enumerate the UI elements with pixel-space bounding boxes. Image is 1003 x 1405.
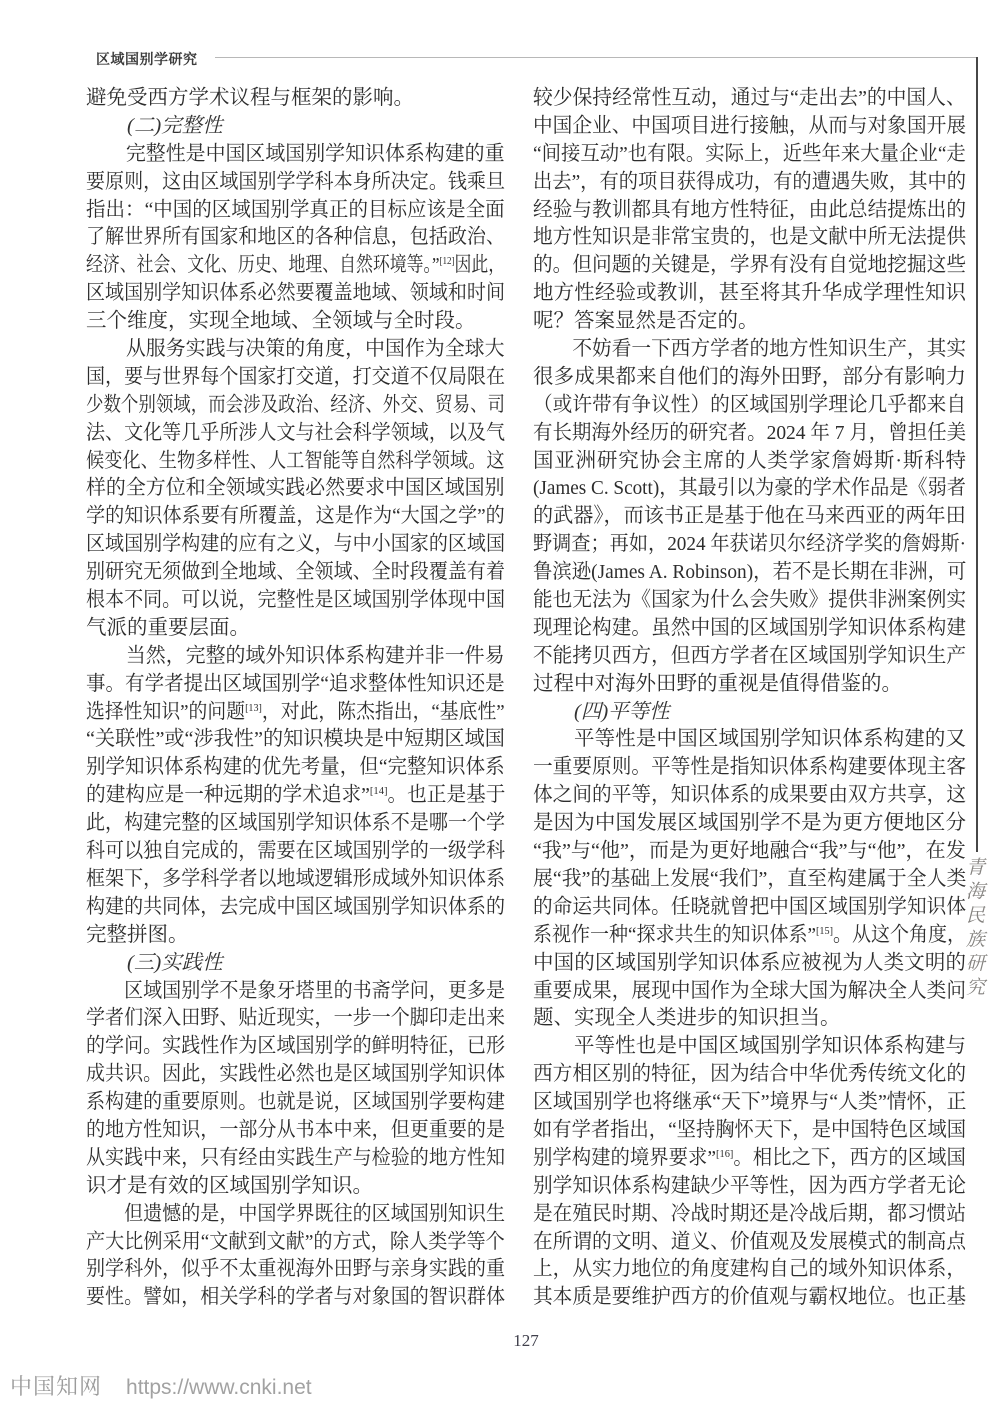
footnote-ref: [15] bbox=[815, 924, 833, 937]
body-text-line: 野调查；再如，2024 年获诺贝尔经济学奖的詹姆斯· bbox=[533, 533, 966, 556]
right-column bbox=[533, 85, 966, 1312]
journal-vertical-title: 青海民族研究 bbox=[963, 857, 984, 1001]
watermark-url: https://www.cnki.net bbox=[126, 1376, 312, 1399]
body-text-line: 别研究无须做到全地域、全领域、全时段覆盖有着 bbox=[86, 561, 505, 584]
body-text-line: 气派的重要层面。 bbox=[86, 616, 250, 639]
body-text-line: 鲁滨逊(James A. Robinson)，若不是长期在非洲，可 bbox=[533, 561, 967, 584]
body-text-line: 别学知识体系构建缺少平等性，因为西方学者无论 bbox=[533, 1174, 966, 1197]
body-text-line: 区域国别学构建的应有之义，与中小国家的区域国 bbox=[86, 533, 505, 556]
body-text-line: 经济、社会、文化、历史、地理、自然环境等。”[12]因此， bbox=[86, 254, 506, 277]
body-text-line: “我”与“他”，而是为更好地融合“我”与“他”，在发 bbox=[533, 840, 966, 863]
body-text-line: (James C. Scott)，其最引以为豪的学术作品是《弱者 bbox=[533, 477, 966, 500]
body-text-line: 学的知识体系要有所覆盖，这是作为“大国之学”的 bbox=[86, 505, 505, 528]
body-text-line: 框架下，多学科学者以地域逻辑形成域外知识体系 bbox=[86, 867, 505, 890]
body-text-line: 此，构建完整的区域国别学知识体系不是哪一个学 bbox=[86, 812, 505, 835]
body-text-line: 能也无法为《国家为什么会失败》提供非洲案例实 bbox=[533, 589, 966, 612]
body-text-line: 完整拼图。 bbox=[86, 923, 189, 946]
body-text-line: 系构建的重要原则。也就是说，区域国别学要构建 bbox=[86, 1091, 505, 1114]
body-text-line: “间接互动”也有限。实际上，近些年来大量企业“走 bbox=[533, 142, 966, 165]
body-text-line: 展“我”的基础上发展“我们”，直至构建属于全人类 bbox=[533, 867, 967, 890]
section-heading-line: (三)实践性 bbox=[127, 951, 223, 974]
body-text-line: 题、实现全人类进步的知识担当。 bbox=[533, 1007, 841, 1030]
body-text-line: 的地方性知识，一部分从书本中来，但更重要的是 bbox=[86, 1118, 505, 1141]
body-text-line: 较少保持经常性互动，通过与“走出去”的中国人、 bbox=[533, 87, 966, 109]
body-text-line: 要性。譬如，相关学科的学者与对象国的智识群体 bbox=[86, 1286, 505, 1309]
body-text-line: 从实践中来，只有经由实践生产与检验的地方性知 bbox=[86, 1146, 505, 1169]
body-text-line: 的。但问题的关键是，学界有没有自觉地挖掘这些 bbox=[533, 254, 966, 277]
body-text-line: 是因为中国发展区域国别学不是为更方便地区分 bbox=[533, 812, 966, 835]
body-text-line: 当然，完整的域外知识体系构建并非一件易 bbox=[125, 644, 505, 667]
body-text-line: 呢？答案显然是否定的。 bbox=[533, 310, 759, 333]
section-heading-line: (四)平等性 bbox=[574, 700, 670, 723]
page-number: 127 bbox=[513, 1331, 539, 1350]
footnote-ref: [16] bbox=[716, 1147, 734, 1160]
body-text-line: 国亚洲研究协会主席的人类学家詹姆斯·斯科特 bbox=[533, 449, 966, 472]
body-text-line: 别学科外，似乎不太重视海外田野与亲身实践的重 bbox=[86, 1258, 505, 1281]
footnote-ref: [12] bbox=[439, 255, 455, 268]
body-text-line: 有长期海外经历的研究者。2024 年 7 月，曾担任美 bbox=[533, 421, 967, 444]
body-text-line: 经验与教训都具有地方性特征，由此总结提炼出的 bbox=[533, 198, 966, 221]
body-text-line: 从服务实践与决策的角度，中国作为全球大 bbox=[125, 338, 505, 361]
body-text-line: 的武器》，而该书正是基于他在马来西亚的两年田 bbox=[533, 505, 966, 528]
body-text-line: 别学构建的境界要求”[16]。相比之下，西方的区域国 bbox=[533, 1146, 966, 1169]
body-text-line: 识才是有效的区域国别学知识。 bbox=[86, 1174, 373, 1197]
running-header-section-title: 区域国别学研究 bbox=[96, 51, 198, 67]
body-text-line: 平等性也是中国区域国别学知识体系构建与 bbox=[574, 1035, 966, 1058]
body-text-line: 产大比例采用“文献到文献”的方式，除人类学等个 bbox=[86, 1230, 505, 1253]
body-text-line: “关联性”或“涉我性”的知识模块是中短期区域国 bbox=[86, 728, 505, 751]
left-column bbox=[86, 85, 505, 1312]
body-text-line: 地方性经验或教训，甚至将其升华成学理性知识 bbox=[533, 282, 966, 305]
body-text-line: 平等性是中国区域国别学知识体系构建的又 bbox=[574, 728, 966, 751]
body-text-line: 是在殖民时期、冷战时期还是冷战后期，都习惯站 bbox=[533, 1202, 966, 1225]
footnote-ref: [14] bbox=[369, 785, 388, 798]
section-heading-line: (二)完整性 bbox=[127, 114, 223, 137]
watermark-brand: 中国知网 bbox=[10, 1374, 103, 1399]
body-text-line: 区域国别学也将继承“天下”境界与“人类”情怀，正 bbox=[533, 1091, 967, 1114]
body-text-line: 中国企业、中国项目进行接触，从而与对象国开展 bbox=[533, 114, 966, 137]
body-text-line: 重要成果，展现中国作为全球大国为解决全人类问 bbox=[533, 979, 966, 1002]
body-text-line: 其本质是要维护西方的价值观与霸权地位。也正基 bbox=[533, 1286, 966, 1309]
body-text-line: 出去”，有的项目获得成功，有的遭遇失败，其中的 bbox=[533, 170, 967, 193]
body-text-line: 的学问。实践性作为区域国别学的鲜明特征，已形 bbox=[86, 1035, 505, 1058]
body-text-line: 科可以独自完成的，需要在区域国别学的一级学科 bbox=[86, 840, 505, 863]
body-text-line: 过程中对海外田野的重视是值得借鉴的。 bbox=[533, 672, 902, 695]
watermark bbox=[10, 1370, 312, 1401]
right-margin-rule bbox=[976, 57, 978, 852]
body-text-line: 法、文化等几乎所涉人文与社会科学领域，以及气 bbox=[86, 421, 505, 444]
body-text-line: 别学知识体系构建的优先考量，但“完整知识体系 bbox=[86, 756, 505, 779]
body-text-line: 不妨看一下西方学者的地方性知识生产，其实 bbox=[572, 338, 966, 361]
body-text-line: 成共识。因此，实践性必然也是区域国别学知识体 bbox=[86, 1063, 505, 1086]
body-text-line: 了解世界所有国家和地区的各种信息，包括政治、 bbox=[86, 226, 505, 249]
body-text-line: 很多成果都来自他们的海外田野，部分有影响力 bbox=[533, 365, 966, 388]
body-text-line: 选择性知识”的问题[13]，对此，陈杰指出，“基底性” bbox=[86, 700, 505, 723]
body-text-line: 在所谓的文明、道义、价值观及发展模式的制高点 bbox=[533, 1230, 966, 1253]
header-divider-line bbox=[215, 57, 976, 58]
body-text-line: 学者们深入田野、贴近现实，一步一个脚印走出来 bbox=[86, 1007, 505, 1030]
body-text-line: 要原则，这由区域国别学学科本身所决定。钱乘旦 bbox=[86, 170, 505, 193]
body-text-line: （或许带有争议性）的区域国别学理论几乎都来自 bbox=[533, 393, 966, 416]
body-text-line: 完整性是中国区域国别学知识体系构建的重 bbox=[125, 142, 505, 165]
body-text-line: 但遗憾的是，中国学界既往的区域国别知识生 bbox=[124, 1202, 505, 1225]
body-text-line: 不能拷贝西方，但西方学者在区域国别学知识生产 bbox=[533, 644, 966, 667]
body-text-line: 中国的区域国别学知识体系应被视为人类文明的 bbox=[533, 951, 966, 974]
body-text-line: 的命运共同体。任晓就曾把中国区域国别学知识体 bbox=[533, 895, 966, 918]
body-text-line: 的建构应是一种远期的学术追求”[14]。也正是基于 bbox=[86, 784, 506, 807]
body-text-line: 现理论构建。虽然中国的区域国别学知识体系构建 bbox=[533, 616, 966, 639]
body-text-line: 指出：“中国的区域国别学真正的目标应该是全面 bbox=[86, 198, 505, 221]
body-text-line: 区域国别学知识体系必然要覆盖地域、领域和时间 bbox=[86, 282, 505, 305]
body-text-line: 如有学者指出，“坚持胸怀天下，是中国特色区域国 bbox=[533, 1118, 967, 1141]
body-text-line: 少数个别领域，而会涉及政治、经济、外交、贸易、司 bbox=[86, 393, 505, 416]
body-text-line: 根本不同。可以说，完整性是区域国别学体现中国 bbox=[86, 589, 505, 612]
body-text-line: 国，要与世界每个国家打交道，打交道不仅局限在 bbox=[86, 365, 505, 388]
body-text-line: 体之间的平等，知识体系的成果要由双方共享，这 bbox=[533, 784, 966, 807]
body-text-line: 样的全方位和全领域实践必然要求中国区域国别 bbox=[86, 477, 505, 500]
body-text-line: 构建的共同体，去完成中国区域国别学知识体系的 bbox=[86, 895, 505, 918]
body-text-line: 三个维度，实现全地域、全领域与全时段。 bbox=[86, 310, 476, 333]
footnote-ref: [13] bbox=[245, 701, 262, 714]
body-text-line: 区域国别学不是象牙塔里的书斋学问，更多是 bbox=[124, 979, 505, 1002]
body-text-line: 候变化、生物多样性、人工智能等自然科学领域。这 bbox=[86, 449, 505, 472]
body-text-line: 系视作一种“探求共生的知识体系”[15]。从这个角度， bbox=[533, 923, 967, 946]
body-text-line: 一重要原则。平等性是指知识体系构建要体现主客 bbox=[533, 756, 966, 779]
body-text-line: 上，从实力地位的角度建构自己的域外知识体系， bbox=[533, 1258, 966, 1281]
body-text-line: 西方相区别的特征，因为结合中华优秀传统文化的 bbox=[533, 1063, 966, 1086]
body-text-line: 避免受西方学术议程与框架的影响。 bbox=[86, 87, 414, 109]
body-text-line: 地方性知识是非常宝贵的，也是文献中所无法提供 bbox=[533, 226, 966, 249]
body-text-line: 事。有学者提出区域国别学“追求整体性知识还是 bbox=[86, 672, 505, 695]
